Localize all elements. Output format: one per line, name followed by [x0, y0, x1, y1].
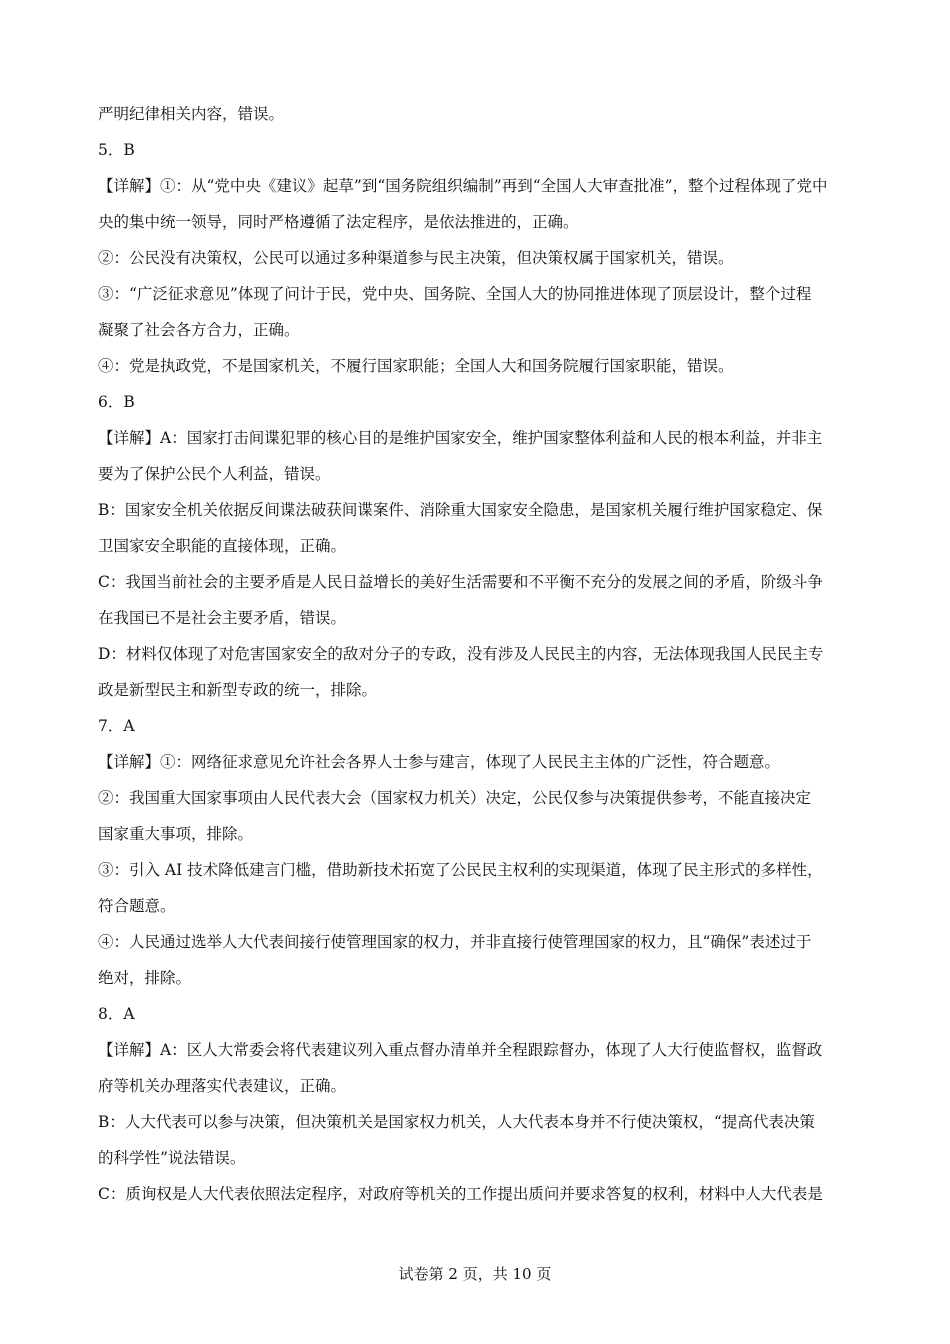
text-line: D：材料仅体现了对危害国家安全的敌对分子的专政，没有涉及人民民主的内容，无法体现我国人民民主专 — [98, 645, 824, 663]
text-line: C：质询权是人大代表依照法定程序，对政府等机关的工作提出质问并要求答复的权利，材料中人大代表是 — [98, 1185, 823, 1203]
text-line: 在我国已不是社会主要矛盾，错误。 — [98, 609, 347, 627]
text-line: 符合题意。 — [98, 897, 176, 915]
text-line: C：我国当前社会的主要矛盾是人民日益增长的美好生活需要和不平衡不充分的发展之间的矛盾，阶级斗争 — [98, 573, 823, 591]
text-line: 凝聚了社会各方合力，正确。 — [98, 321, 300, 339]
text-line: 【详解】A：国家打击间谍犯罪的核心目的是维护国家安全，维护国家整体利益和人民的根本利益，并非主 — [98, 429, 823, 447]
text-line: ②：公民没有决策权，公民可以通过多种渠道参与民主决策，但决策权属于国家机关，错误。 — [98, 249, 734, 267]
text-line: ③：“广泛征求意见”体现了问计于民，党中央、国务院、全国人大的协同推进体现了顶层设计，整个过程 — [98, 285, 812, 303]
text-line: 【详解】A：区人大常委会将代表建议列入重点督办清单并全程跟踪督办，体现了人大行使监督权，监督政 — [98, 1041, 823, 1059]
text-line: B：人大代表可以参与决策，但决策机关是国家权力机关，人大代表本身并不行使决策权，“提高代表决策 — [98, 1113, 815, 1131]
text-line: 7．A — [98, 717, 135, 735]
text-line: ④：党是执政党，不是国家机关，不履行国家职能；全国人大和国务院履行国家职能，错误。 — [98, 357, 734, 375]
text-line: ③：引入 AI 技术降低建言门槛，借助新技术拓宽了公民民主权利的实现渠道，体现了民主形式的多样性， — [98, 861, 823, 879]
page-footer: 试卷第 2 页，共 10 页 — [398, 1265, 552, 1283]
text-line: 6．B — [98, 393, 135, 411]
text-line: 卫国家安全职能的直接体现，正确。 — [98, 537, 347, 555]
text-line: 府等机关办理落实代表建议，正确。 — [98, 1077, 347, 1095]
text-line: 的科学性”说法错误。 — [98, 1149, 246, 1167]
text-line: 8．A — [98, 1005, 135, 1023]
text-line: 【详解】①：从“党中央《建议》起草”到“国务院组织编制”再到“全国人大审查批准”，整个过程体现了党中 — [98, 177, 828, 195]
text-line: ④：人民通过选举人大代表间接行使管理国家的权力，并非直接行使管理国家的权力，且“确保”表述过于 — [98, 933, 812, 951]
text-line: B：国家安全机关依据反间谍法破获间谍案件、消除重大国家安全隐患，是国家机关履行维护国家稳定、保 — [98, 501, 823, 519]
text-line: 要为了保护公民个人利益，错误。 — [98, 465, 331, 483]
text-line: 5．B — [98, 141, 135, 159]
text-line: 国家重大事项，排除。 — [98, 825, 254, 843]
text-line: 【详解】①：网络征求意见允许社会各界人士参与建言，体现了人民民主主体的广泛性，符合题意。 — [98, 753, 781, 771]
document-body — [98, 96, 858, 1212]
text-line: 政是新型民主和新型专政的统一，排除。 — [98, 681, 378, 699]
text-line: 严明纪律相关内容，错误。 — [98, 105, 285, 123]
text-line: ②：我国重大国家事项由人民代表大会（国家权力机关）决定，公民仅参与决策提供参考，不能直接决定 — [98, 789, 812, 807]
text-line: 央的集中统一领导，同时严格遵循了法定程序，是依法推进的，正确。 — [98, 213, 579, 231]
text-line: 绝对，排除。 — [98, 969, 192, 987]
